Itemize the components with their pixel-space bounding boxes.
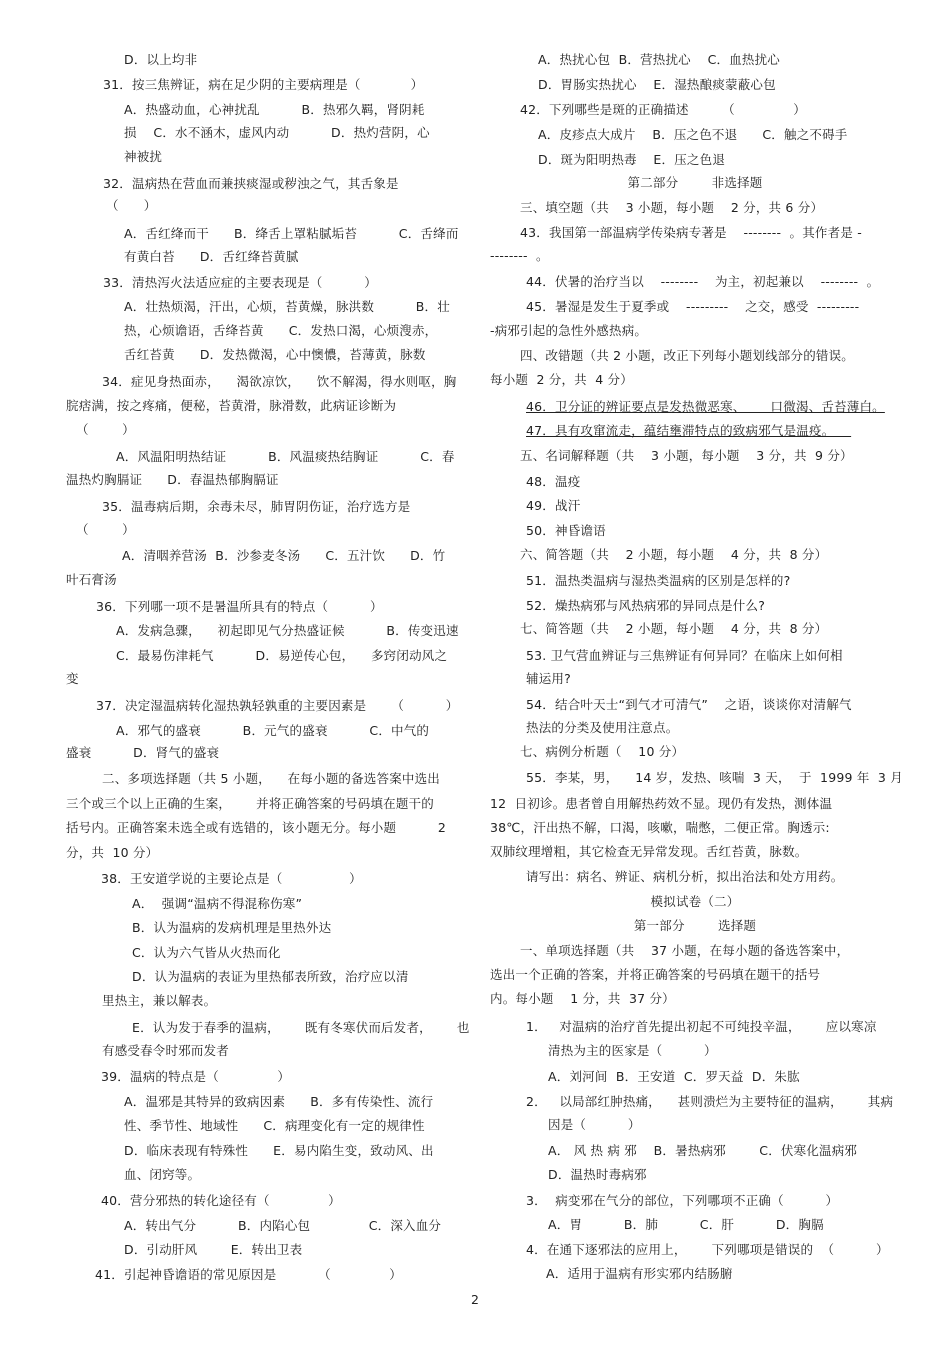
q31-stem: 31．按三焦辨证，病在足少阴的主要病理是（ ）: [103, 77, 424, 92]
q34-options-line-1: A．风温阳明热结证 B．风温痰热结胸证 C．春: [116, 449, 455, 464]
section-1-heading-line-2: 选出一个正确的答案，并将正确答案的号码填在题干的括号: [490, 967, 821, 982]
q55-line-2: 12 日初诊。患者曾自用解热药效不显。现仍有发热，测体温: [490, 796, 833, 811]
q44: 44．伏暑的治疗当以 -------- 为主，初起兼以 -------- 。: [526, 274, 880, 289]
mock-exam-2-title: 模拟试卷（二）: [650, 894, 740, 909]
q37-stem: 37．决定湿温病转化湿热孰轻孰重的主要因素是 （ ）: [96, 698, 459, 713]
q4-option-a: A．适用于温病有形实邪内结肠腑: [546, 1266, 733, 1281]
q38-option-b: B．认为温病的发病机理是里热外达: [132, 920, 332, 935]
q40-stem: 40．营分邪热的转化途径有（ ）: [101, 1193, 341, 1208]
section-2-heading-line-3: 括号内。正确答案未选全或有选错的，该小题无分。每小题 2: [66, 820, 447, 835]
section-7b-heading: 七、病例分析题（ 10 分）: [520, 744, 685, 759]
q45-line-2: -病邪引起的急性外感热病。: [490, 323, 648, 338]
q49: 49．战汗: [526, 498, 581, 513]
q43-line-2: -------- 。: [490, 248, 549, 263]
section-1-heading-line-1: 一、单项选择题（共 37 小题，在每小题的备选答案中，: [520, 943, 850, 958]
q36-options-line-1: A．发病急骤， 初起即见气分热盛证候 B．传变迅速: [116, 623, 459, 638]
q39-options-line-4: 血、闭窍等。: [124, 1167, 201, 1182]
q34-options-line-2: 温热灼胸膈证 D．春温热郁胸膈证: [66, 472, 279, 487]
q2-stem-line-2: 因是（ ）: [548, 1117, 641, 1132]
q40-options-line-2: D．引动肝风 E．转出卫表: [124, 1242, 303, 1257]
q36-options-line-2: C．最易伤津耗气 D．易逆传心包， 多窍闭动风之: [116, 648, 448, 663]
q35-options-line-2: 叶石膏汤: [66, 572, 117, 587]
q31-options-line-3: 神被扰: [124, 149, 163, 164]
q32-stem: 32．温病热在营血而兼挟痰湿或秽浊之气，其舌象是: [103, 176, 399, 191]
page-number: 2: [471, 1292, 479, 1307]
q33-stem: 33．清热泻火法适应症的主要表现是（ ）: [103, 275, 377, 290]
q31-options-line-1: A．热盛动血，心神扰乱 B．热邪久羁，肾阴耗: [124, 102, 425, 117]
section-3-heading: 三、填空题（共 3 小题，每小题 2 分，共 6 分）: [520, 200, 824, 215]
q50: 50．神昏谵语: [526, 523, 606, 538]
section-2-heading-line-2: 三个或三个以上正确的生案， 并将正确答案的号码填在题干的: [66, 796, 434, 811]
q51: 51．温热类温病与湿热类温病的区别是怎样的?: [526, 573, 791, 588]
section-1-heading-line-3: 内。每小题 1 分，共 37 分）: [490, 991, 675, 1006]
q41-options-line-1: A．热扰心包 B．营热扰心 C．血热扰心: [538, 52, 780, 67]
q38-stem: 38．王安道学说的主要论点是（ ）: [101, 871, 362, 886]
q2-options-line-2: D．温热时毒病邪: [548, 1167, 647, 1182]
q1-options: A．刘河间 B．王安道 C．罗天益 D．朱肱: [548, 1069, 800, 1084]
q48: 48．温疫: [526, 474, 581, 489]
q32-options-line-2: 有黄白苔 D．舌红绛苔黄腻: [124, 249, 299, 264]
q54-line-1: 54．结合叶天士“到气才可清气” 之语，谈谈你对清解气: [526, 697, 852, 712]
q36-stem: 36．下列哪一项不是暑温所具有的特点（ ）: [96, 599, 383, 614]
section-2-heading-line-4: 分，共 10 分）: [66, 845, 159, 860]
q38-option-a: A． 强调“温病不得混称伤寒”: [132, 896, 303, 911]
section-4-heading-line-1: 四、改错题（共 2 小题，改正下列每小题划线部分的错误。: [520, 348, 855, 363]
q39-stem: 39．温病的特点是（ ）: [101, 1069, 291, 1084]
part-2-heading: 第二部分 非选择题: [627, 175, 763, 190]
q38-option-e-line-2: 有感受春令时邪而发者: [102, 1043, 230, 1058]
q4-stem: 4．在通下逐邪法的应用上， 下列哪项是错误的 （ ）: [526, 1242, 889, 1257]
q38-option-c: C．认为六气皆从火热而化: [132, 945, 281, 960]
q42-stem: 42．下列哪些是斑的正确描述 （ ）: [520, 102, 806, 117]
q38-option-e-line-1: E．认为发于春季的温病， 既有冬寒伏而后发者， 也: [132, 1020, 470, 1035]
q54-line-2: 热法的分类及使用注意点。: [526, 720, 679, 735]
q38-option-d-line-2: 里热主，兼以解表。: [102, 993, 217, 1008]
q43-line-1: 43．我国第一部温病学传染病专著是 -------- 。其作者是 -: [520, 225, 862, 240]
section-2-heading-line-1: 二、多项选择题（共 5 小题， 在每小题的备选答案中选出: [102, 771, 440, 786]
q42-options-line-2: D．斑为阳明热毒 E．压之色退: [538, 152, 726, 167]
q34-bracket: （ ）: [76, 422, 135, 437]
q55-instruction: 请写出：病名、辨证、病机分析，拟出治法和处方用药。: [526, 869, 844, 884]
q35-stem: 35．温毒病后期，余毒未尽，肺胃阴伤证，治疗选方是: [102, 499, 411, 514]
q52: 52．燥热病邪与风热病邪的异同点是什么?: [526, 598, 766, 613]
q39-options-line-2: 性、季节性、地域性 C．病理变化有一定的规律性: [124, 1118, 425, 1133]
q35-bracket: （ ）: [76, 522, 135, 537]
q32-options-line-1: A．舌红绛而干 B．绛舌上罩粘腻垢苔 C．舌绛而: [124, 226, 459, 241]
q53-line-2: 辅运用?: [526, 671, 571, 686]
q37-options-line-2: 盛衰 D．肾气的盛衰: [66, 745, 220, 760]
q41-stem: 41．引起神昏谵语的常见原因是 （ ）: [95, 1267, 402, 1282]
q33-options-line-3: 舌红苔黄 D．发热微渴，心中懊憹，苔薄黄，脉数: [124, 347, 426, 362]
q53-line-1: 53. 卫气营血辨证与三焦辨证有何异同？在临床上如何相: [526, 648, 843, 663]
q37-options-line-1: A．邪气的盛衰 B．元气的盛衰 C．中气的: [116, 723, 430, 738]
q1-stem-line-2: 清热为主的医家是（ ）: [548, 1043, 717, 1058]
q45-line-1: 45．暑湿是发生于夏季或 --------- 之交，感受 ---------: [526, 299, 860, 314]
q42-options-line-1: A．皮疹点大成片 B．压之色不退 C．触之不碍手: [538, 127, 848, 142]
q2-options-line-1: A． 风 热 病 邪 B．暑热病邪 C．伏寒化温病邪: [548, 1143, 858, 1158]
q39-options-line-1: A．温邪是其特异的致病因素 B．多有传染性、流行: [124, 1094, 434, 1109]
q32-bracket: （ ）: [106, 198, 157, 213]
section-4-heading-line-2: 每小题 2 分，共 4 分）: [490, 372, 633, 387]
q33-options-line-1: A．壮热烦渴，汗出，心烦，苔黄燥，脉洪数 B．壮: [124, 299, 450, 314]
q30-option-d: D．以上均非: [124, 52, 198, 67]
q3-stem: 3． 病变邪在气分的部位，下列哪项不正确（ ）: [526, 1193, 839, 1208]
q55-line-1: 55．李某，男， 14 岁，发热、咳喘 3 天， 于 1999 年 3 月: [526, 770, 903, 785]
q55-line-4: 双肺纹理增粗，其它检查无异常发现。舌红苔黄，脉数。: [490, 844, 808, 859]
q55-line-3: 38℃，汗出热不解，口渴，咳嗽，喘憋，二便正常。胸透示:: [490, 820, 830, 835]
q38-option-d-line-1: D．认为温病的表证为里热郁表所致，治疗应以清: [132, 969, 409, 984]
q39-options-line-3: D．临床表现有特殊性 E．易内陷生变，致动风、出: [124, 1143, 434, 1158]
q46: 46．卫分证的辨证要点是发热微恶寒、 口微渴、舌苔薄白。: [526, 399, 885, 414]
q33-options-line-2: 热，心烦谵语，舌绛苔黄 C．发热口渴，心烦溲赤，: [124, 323, 438, 338]
q41-options-line-2: D．胃肠实热扰心 E．湿热酿痰蒙蔽心包: [538, 77, 776, 92]
q35-options-line-1: A．清咽养营汤 B．沙参麦冬汤 C．五汁饮 D．竹: [122, 548, 446, 563]
q40-options-line-1: A．转出气分 B．内陷心包 C．深入血分: [124, 1218, 442, 1233]
q34-stem-line-2: 脘痞满，按之疼痛，便秘，苔黄滑，脉滑数，此病证诊断为: [66, 398, 397, 413]
q36-options-line-3: 变: [66, 671, 79, 686]
section-5-heading: 五、名词解释题（共 3 小题，每小题 3 分，共 9 分）: [520, 448, 853, 463]
q31-options-line-2: 损 C．水不涵木，虚风内动 D．热灼营阴，心: [124, 125, 430, 140]
q2-stem-line-1: 2． 以局部红肿热痛， 甚则溃烂为主要特征的温病， 其病: [526, 1094, 894, 1109]
q1-stem-line-1: 1． 对温病的治疗首先提出初起不可纯投辛温， 应以寒凉: [526, 1019, 877, 1034]
q47: 47．具有攻窜流走，蕴结壅滞特点的致病邪气是温疫。: [526, 423, 852, 438]
part-1-heading: 第一部分 选择题: [633, 918, 757, 933]
q34-stem-line-1: 34．症见身热面赤， 渴欲凉饮， 饮不解渴，得水则呕，胸: [102, 374, 457, 389]
section-7-heading: 七、简答题（共 2 小题，每小题 4 分，共 8 分）: [520, 621, 828, 636]
q3-options: A．胃 B．肺 C．肝 D．胸膈: [548, 1217, 824, 1232]
section-6-heading: 六、简答题（共 2 小题，每小题 4 分，共 8 分）: [520, 547, 828, 562]
